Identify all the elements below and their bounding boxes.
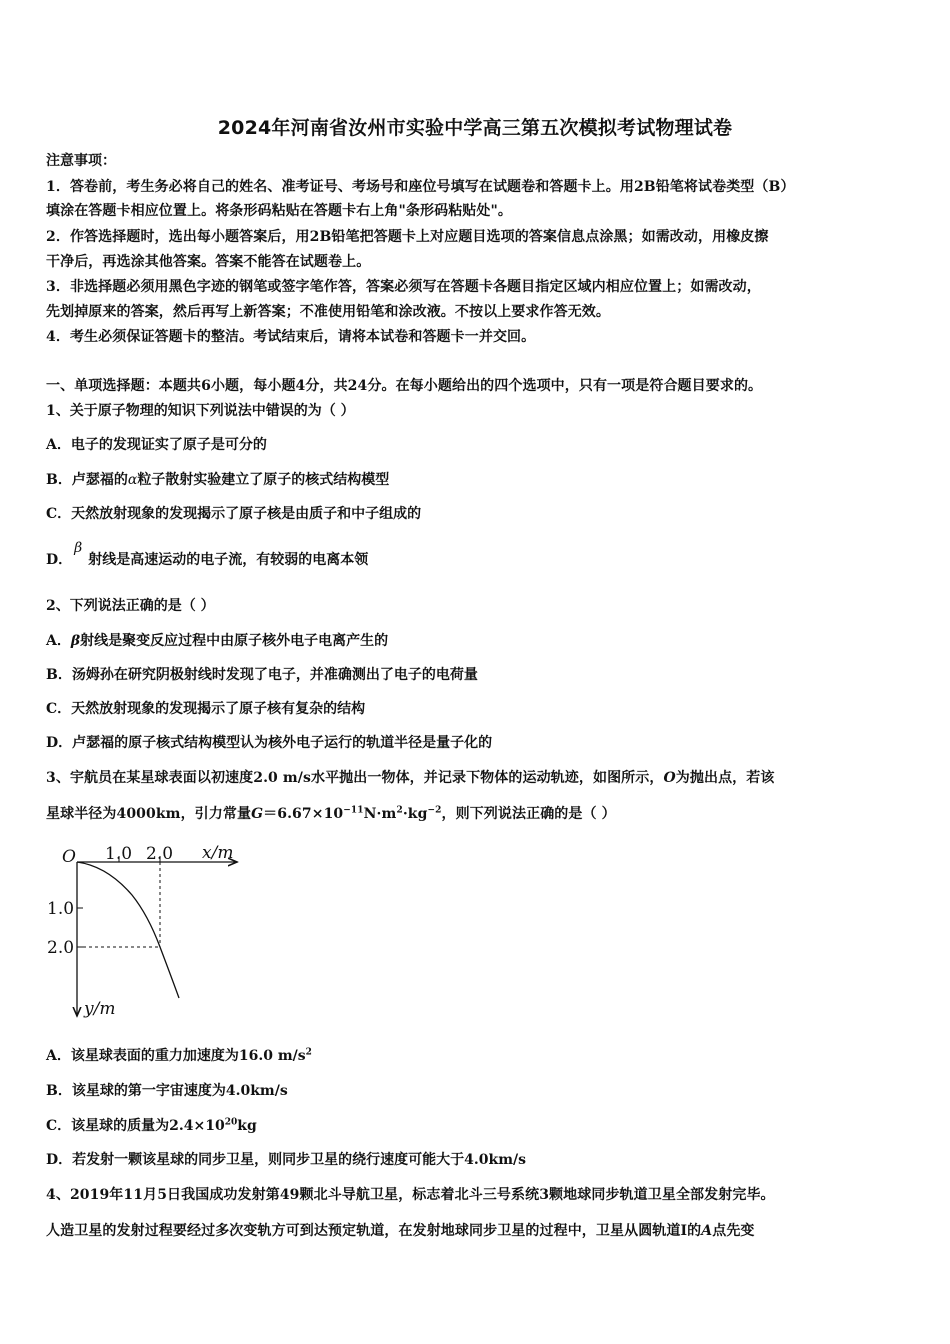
- y-tick-label-2: 2.0: [47, 938, 75, 958]
- q1-option-a: A．电子的发现证实了原子是可分的: [46, 437, 267, 453]
- x-tick-label-2: 2.0: [146, 844, 174, 864]
- q1-stem: 1、关于原子物理的知识下列说法中错误的为（ ）: [46, 403, 355, 419]
- q2-option-b: B．汤姆孙在研究阴极射线时发现了电子，并准确测出了电子的电荷量: [46, 667, 478, 683]
- y-axis-label: y/m: [84, 999, 116, 1019]
- q3-option-a: A．该星球表面的重力加速度为16.0 $m/s^2$: [46, 1047, 312, 1064]
- q3-stem-line-2: 星球半径为4000km，引力常量$G=6.67\times 10^{-11}N\cdot m^2\cdot kg^{-2}$，则下列说法正确的是（ ）: [46, 805, 616, 822]
- notice-line-4: 干净后，再选涂其他答案。答案不能答在试题卷上。: [46, 254, 371, 270]
- alpha-symbol: α: [127, 472, 138, 488]
- notice-line-5: 3．非选择题必须用黑色字迹的钢笔或签字笔作答，答案必须写在答题卡各题目指定区域内相应位置上；如需改动，: [46, 279, 761, 295]
- q2-option-a: A．β射线是聚变反应过程中由原子核外电子电离产生的: [46, 633, 389, 649]
- q1-option-d: D．β射线是高速运动的电子流，有较弱的电离本领: [46, 540, 369, 568]
- notice-line-3: 2．作答选择题时，选出每小题答案后，用2B铅笔把答题卡上对应题目选项的答案信息点涂黑；如需改动，用橡皮擦: [46, 229, 769, 245]
- q2-stem: 2、下列说法正确的是（ ）: [46, 598, 215, 614]
- q1-option-b: B．卢瑟福的α粒子散射实验建立了原子的核式结构模型: [46, 472, 390, 488]
- notice-line-7: 4．考生必须保证答题卡的整洁。考试结束后，请将本试卷和答题卡一并交回。: [46, 329, 536, 345]
- q3-option-b: B．该星球的第一宇宙速度为4.0km/s: [46, 1083, 288, 1099]
- notice-line-1: 1．答卷前，考生务必将自己的姓名、准考证号、考场号和座位号填写在试题卷和答题卡上。用2B铅笔将试卷类型（B）: [46, 179, 795, 195]
- q3-stem-line-1: 3、宇航员在某星球表面以初速度2.0 m/s水平抛出一物体，并记录下物体的运动轨迹，如图所示，O为抛出点，若该: [46, 770, 775, 786]
- notice-line-6: 先划掉原来的答案，然后再写上新答案；不准使用铅笔和涂改液。不按以上要求作答无效。: [46, 304, 610, 320]
- y-tick-label-1: 1.0: [47, 899, 75, 919]
- q1-option-c: C．天然放射现象的发现揭示了原子核是由质子和中子组成的: [46, 506, 422, 522]
- notice-heading: 注意事项：: [46, 153, 116, 169]
- x-tick-label-1: 1.0: [105, 844, 133, 864]
- q4-stem-line-1: 4、2019年11月5日我国成功发射第49颗北斗导航卫星，标志着北斗三号系统3颗地球同步轨道卫星全部发射完毕。: [46, 1187, 775, 1203]
- q3-option-c: C．该星球的质量为$2.4\times 10^{20}kg$: [46, 1117, 257, 1134]
- beta-symbol: β: [70, 633, 81, 649]
- q2-option-c: C．天然放射现象的发现揭示了原子核有复杂的结构: [46, 701, 366, 717]
- beta-symbol: β: [74, 540, 83, 556]
- section-heading: 一、单项选择题：本题共6小题，每小题4分，共24分。在每小题给出的四个选项中，只有一项是符合题目要求的。: [46, 378, 763, 394]
- trajectory-curve: [77, 862, 179, 998]
- q3-option-d: D．若发射一颗该星球的同步卫星，则同步卫星的绕行速度可能大于4.0km/s: [46, 1152, 527, 1168]
- notice-line-2: 填涂在答题卡相应位置上。将条形码粘贴在答题卡右上角"条形码粘贴处"。: [46, 203, 512, 219]
- x-axis-label: x/m: [202, 843, 234, 863]
- q2-option-d: D．卢瑟福的原子核式结构模型认为核外电子运行的轨道半径是量子化的: [46, 735, 493, 751]
- origin-label: O: [62, 847, 76, 867]
- page-title: 2024年河南省汝州市实验中学高三第五次模拟考试物理试卷: [217, 117, 733, 139]
- trajectory-graph: [44, 838, 274, 1028]
- q4-stem-line-2: 人造卫星的发射过程要经过多次变轨方可到达预定轨道，在发射地球同步卫星的过程中，卫星从圆轨道Ⅰ的A点先变: [46, 1223, 755, 1239]
